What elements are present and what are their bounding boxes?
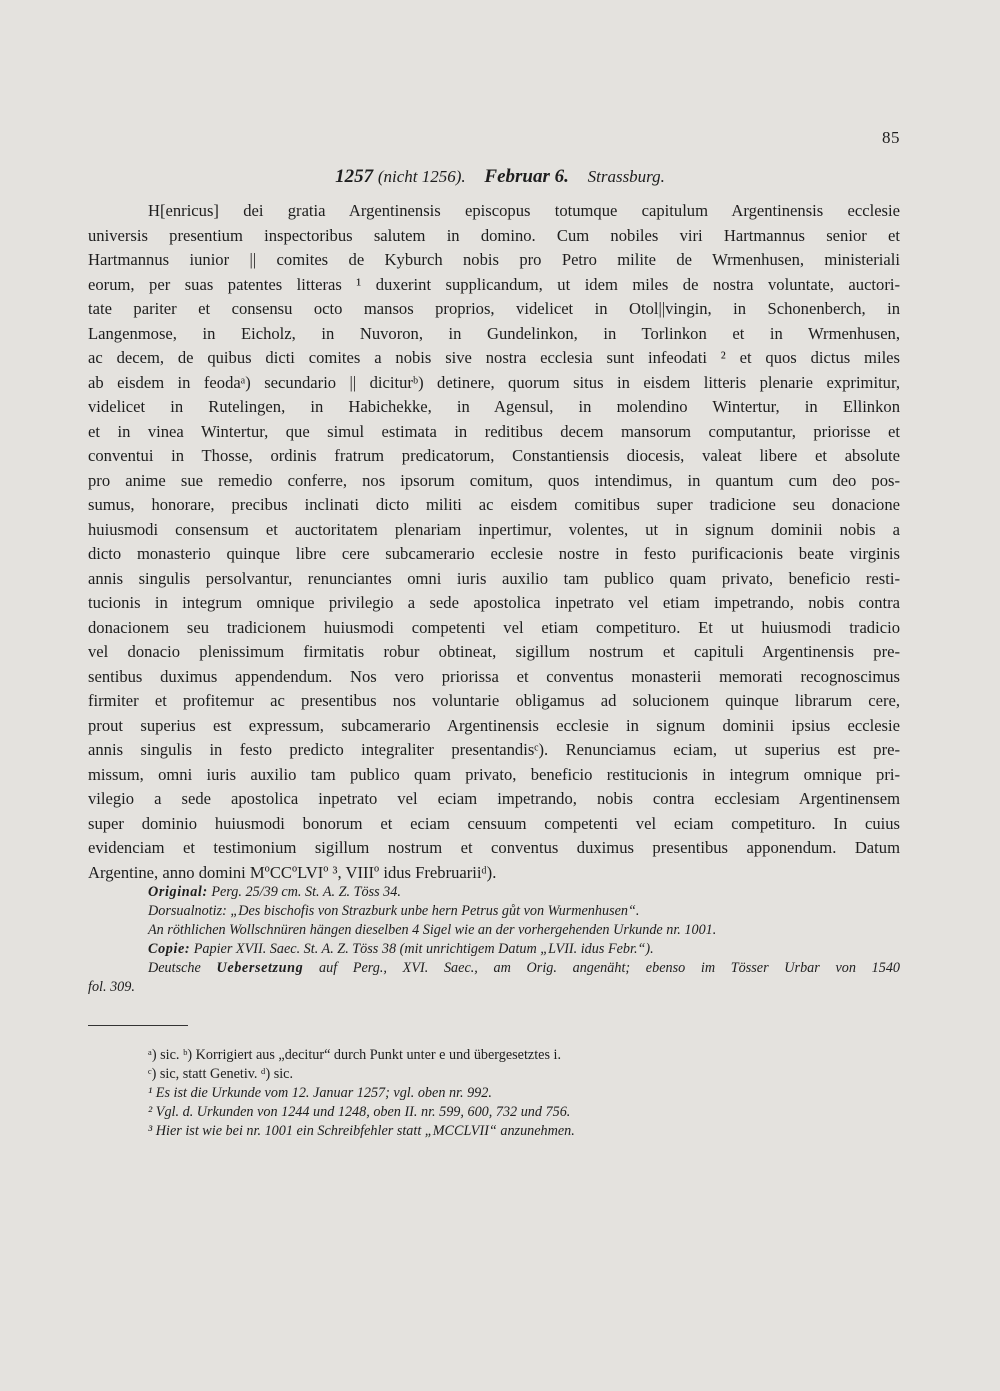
- text-line: prout superius est expressum, subcamerario Argentinensis ecclesie in signum dominii ipsius ecclesie: [88, 715, 900, 735]
- text-line: Langenmose, in Eicholz, in Nuvoron, in Gundelinkon, in Torlinkon et in Wrmenhusen,: [88, 323, 900, 343]
- text-line: ac decem, de quibus dicti comites a nobis sive nostra ecclesia sunt infeodati ² et quos dictus miles: [88, 348, 900, 367]
- text-line: pro anime sue remedio conferre, nos ipsorum comitum, quos intendimus, in quantum cum deo pos-: [88, 470, 900, 490]
- footnote: ² Vgl. d. Urkunden von 1244 und 1248, oben II. nr. 599, 600, 732 und 756.: [148, 1104, 571, 1120]
- text-line: universis presentium inspectoribus salutem in domino. Cum nobiles viri Hartmannus senior et: [88, 225, 900, 245]
- text-line: annis singulis persolvantur, renunciantes omni iuris auxilio tam publico quam privato, beneficio resti-: [88, 568, 900, 588]
- text-line: ab eisdem in feodaᵃ) secundario || diciturᵇ) detinere, quorum situs in eisdem litteris plenarie exprimitur,: [88, 372, 900, 392]
- provenance-dorsual: Dorsualnotiz: „Des bischofis von Strazburk unbe hern Petrus gůt von Wurmenhusen“.: [148, 903, 640, 919]
- text-line: Argentine, anno domini MºCCºLVIº ³, VIIIº idus Frebruariiᵈ).: [88, 862, 497, 882]
- text-line: evidenciam et testimonium sigillum nostrum et conventus duximus presentibus apponendum. Datum: [88, 838, 900, 857]
- text-line: dicto monasterio quinque libre cere subcamerario ecclesie nostre in festo purificacionis beate virginis: [88, 544, 900, 563]
- text-line: annis singulis in festo predicto integraliter presentandisᶜ). Renunciamus eciam, ut superius est pre-: [88, 740, 900, 759]
- text-line: tucionis in integrum omnique privilegio a sede apostolica inpetrato vel etiam impetrando, nobis contra: [88, 593, 900, 612]
- charter-text: [88, 199, 900, 885]
- footnote: ³ Hier ist wie bei nr. 1001 ein Schreibfehler statt „MCCLVII“ anzunehmen.: [148, 1123, 575, 1139]
- footnote: ᵃ) sic. ᵇ) Korrigiert aus „decitur“ durch Punkt unter e und übergesetztes i.: [148, 1047, 562, 1063]
- heading-year: 1257: [335, 166, 374, 187]
- heading-date: Februar 6.: [484, 166, 569, 187]
- heading-note: (nicht 1256).: [377, 167, 466, 186]
- text-line: vilegio a sede apostolica inpetrato vel eciam impetrando, nobis contra ecclesiam Argentinensem: [88, 789, 900, 808]
- text-line: super dominio huiusmodi bonorum et eciam censuum competenti vel eciam competituro. In cuius: [88, 813, 900, 833]
- text-line: tate pariter et consensu octo mansos proprios, videlicet in Otol||vingin, in Schonenberch, in: [88, 299, 900, 318]
- text-line: H[enricus] dei gratia Argentinensis episcopus totumque capitulum Argentinensis ecclesie: [148, 201, 900, 220]
- document-heading: [0, 166, 1000, 188]
- footnote-separator: [88, 1025, 188, 1026]
- text-line: firmiter et profitemur ac presentibus nos voluntarie obligamus ad solucionem quinque librarum cere,: [88, 691, 900, 710]
- text-line: donacionem seu tradicionem huiusmodi competenti vel etiam competituro. Et ut huiusmodi tradicio: [88, 617, 900, 637]
- heading-place: Strassburg.: [587, 167, 665, 186]
- text-line: vel donacio plenissimum firmitatis robur obtineat, sigillum nostrum et capituli Argentinensis pre-: [88, 642, 900, 661]
- provenance-original: Original: Perg. 25/39 cm. St. A. Z. Töss 34.: [148, 884, 401, 900]
- text-line: Hartmannus iunior || comites de Kyburch nobis pro Petro milite de Wrmenhusen, ministeriali: [88, 250, 900, 269]
- text-line: conventui in Thosse, ordinis fratrum predicatorum, Constantiensis diocesis, valeat libere et absolute: [88, 446, 900, 465]
- provenance-translation-cont: fol. 309.: [88, 979, 135, 995]
- text-line: eorum, per suas patentes litteras ¹ duxerint supplicandum, ut idem miles de nostra voluntate, auctori-: [88, 274, 900, 294]
- provenance-translation: Deutsche Uebersetzung auf Perg., XVI. Saec., am Orig. angenäht; ebenso im Tösser Urbar von 1540: [148, 960, 901, 976]
- text-line: missum, omni iuris auxilio tam publico quam privato, beneficio restitucionis in integrum omnique pri-: [88, 764, 900, 784]
- footnotes: [148, 1046, 848, 1141]
- text-line: sumus, honorare, precibus inclinati dicto militi ac eisdem comitibus super tradicione seu donacione: [88, 495, 900, 514]
- page-number: 85: [882, 128, 900, 147]
- footnote: ¹ Es ist die Urkunde vom 12. Januar 1257; vgl. oben nr. 992.: [148, 1085, 492, 1101]
- provenance-seal: An röthlichen Wollschnüren hängen dieselben 4 Sigel wie an der vorhergehenden Urkunde nr. 1001.: [148, 922, 717, 938]
- text-line: huiusmodi consensum et auctoritatem plenariam inpertimur, volentes, ut in signum dominii nobis a: [88, 519, 900, 539]
- provenance-notes: [88, 883, 900, 997]
- footnote: ᶜ) sic, statt Genetiv. ᵈ) sic.: [148, 1066, 294, 1082]
- provenance-copie: Copie: Papier XVII. Saec. St. A. Z. Töss 38 (mit unrichtigem Datum „LVII. idus Febr.“).: [148, 941, 654, 957]
- text-line: et in vinea Wintertur, que simul estimata in reditibus decem mansorum computantur, priorisse et: [88, 421, 900, 441]
- text-line: sentibus duximus appendendum. Nos vero priorissa et conventus monasterii memorati recognoscimus: [88, 666, 900, 686]
- text-line: videlicet in Rutelingen, in Habichekke, in Agensul, in molendino Wintertur, in Ellinkon: [88, 397, 900, 416]
